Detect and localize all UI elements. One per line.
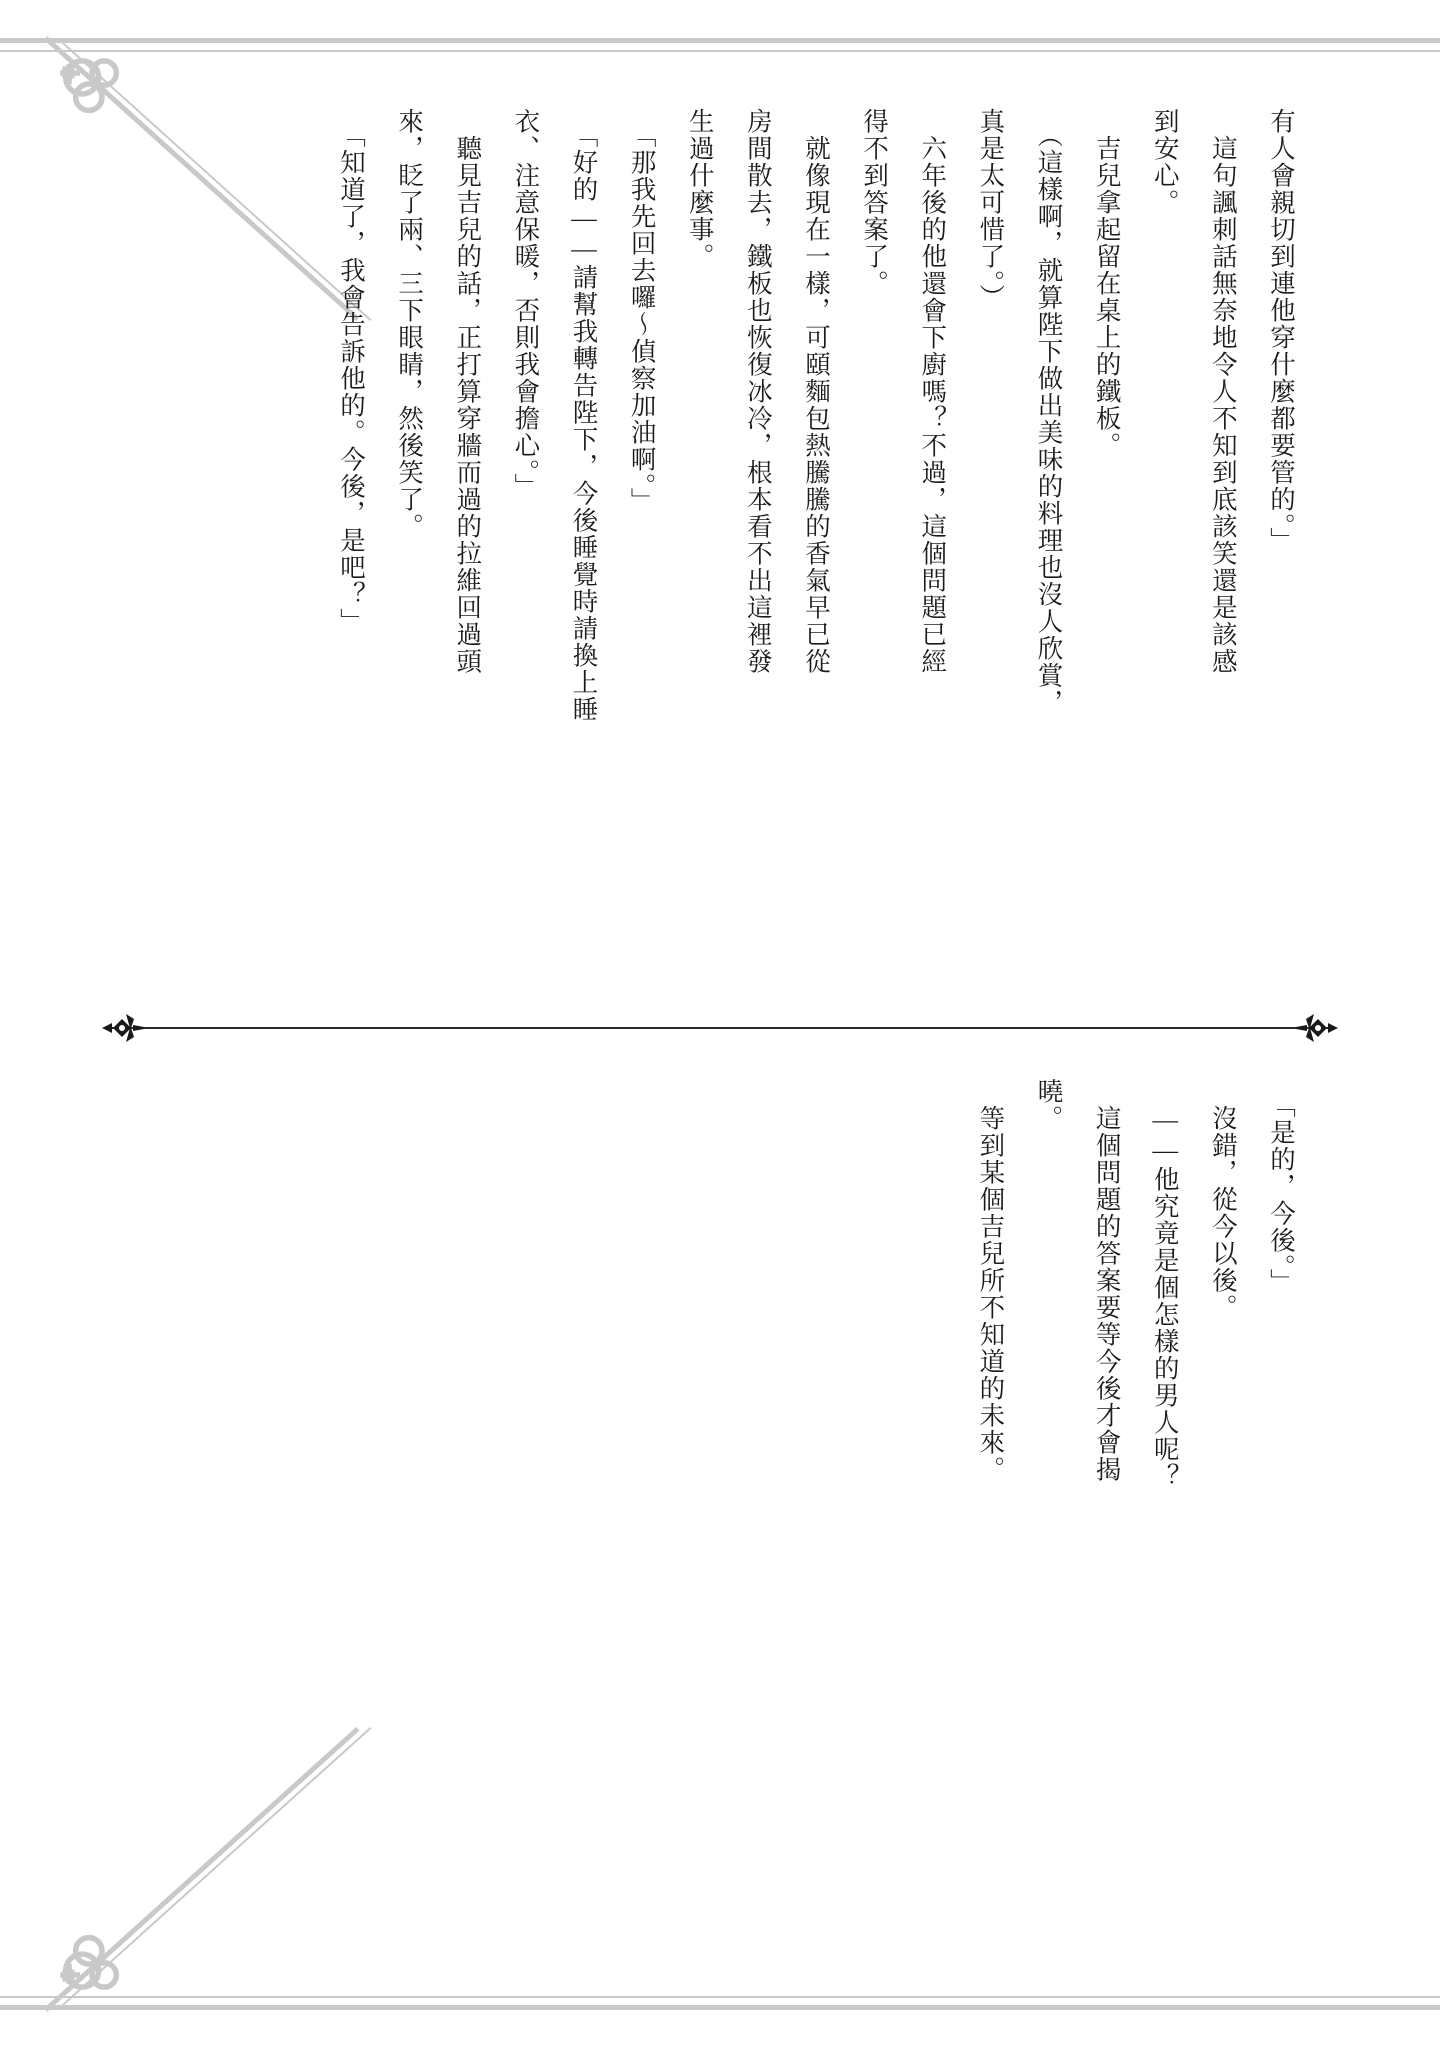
frame-bottom-inner-rule bbox=[0, 1996, 1440, 1998]
text-line: 房間散去，鐵板也恢復冰冷，根本看不出這裡發 bbox=[743, 108, 773, 675]
section-divider-rule bbox=[112, 1027, 1328, 1029]
fleur-diamond-ornament-icon bbox=[1294, 1011, 1340, 1045]
text-line: 「那我先回去囉～偵察加油啊。」 bbox=[627, 108, 657, 515]
scroll-corner-ornament-icon bbox=[36, 1898, 146, 2008]
text-line: 吉兒拿起留在桌上的鐵板。 bbox=[1092, 108, 1122, 459]
text-line: 得不到答案了。 bbox=[860, 108, 890, 297]
body-text-upper bbox=[190, 108, 1310, 768]
text-line: 「好的——請幫我轉告陛下，今後睡覺時請換上睡 bbox=[569, 108, 599, 724]
text-line: 這句諷刺話無奈地令人不知到底該笑還是該感 bbox=[1208, 108, 1238, 675]
fleur-diamond-ornament-icon bbox=[100, 1011, 146, 1045]
text-line: 有人會親切到連他穿什麼都要管的。」 bbox=[1267, 108, 1296, 555]
text-line: 衣、注意保暖，否則我會擔心。」 bbox=[511, 108, 541, 501]
text-line: 六年後的他還會下廚嗎？不過，這個問題已經 bbox=[918, 108, 948, 675]
text-line: 等到某個吉兒所不知道的未來。 bbox=[976, 1078, 1006, 1483]
text-line: 沒錯，從今以後。 bbox=[1208, 1078, 1238, 1321]
scroll-corner-ornament-icon bbox=[36, 40, 146, 150]
text-line: 「知道了，我會告訴他的。今後，是吧？」 bbox=[337, 108, 366, 636]
text-line: 生過什麼事。 bbox=[685, 108, 715, 270]
text-line: 這個問題的答案要等今後才會揭曉。 bbox=[1034, 1078, 1122, 1483]
frame-top-outer-rule bbox=[0, 38, 1440, 43]
text-line: 就像現在一樣，可頤麵包熱騰騰的香氣早已從 bbox=[802, 108, 831, 675]
text-line: 聽見吉兒的話，正打算穿牆而過的拉維回過頭 bbox=[453, 108, 483, 675]
frame-bottom-outer-rule bbox=[0, 2005, 1440, 2010]
text-line: 「是的，今後。」 bbox=[1267, 1078, 1296, 1296]
text-line: 真是太可惜了。） bbox=[976, 108, 1006, 312]
body-text-lower bbox=[670, 1078, 1310, 1498]
text-line: 來，眨了兩、三下眼睛，然後笑了。 bbox=[395, 108, 425, 540]
text-line: ——他究竟是個怎樣的男人呢？ bbox=[1150, 1078, 1180, 1490]
frame-top-inner-rule bbox=[0, 50, 1440, 52]
text-line: （這樣啊，就算陛下做出美味的料理也沒人欣賞， bbox=[1034, 108, 1064, 717]
text-line: 到安心。 bbox=[1150, 108, 1180, 216]
